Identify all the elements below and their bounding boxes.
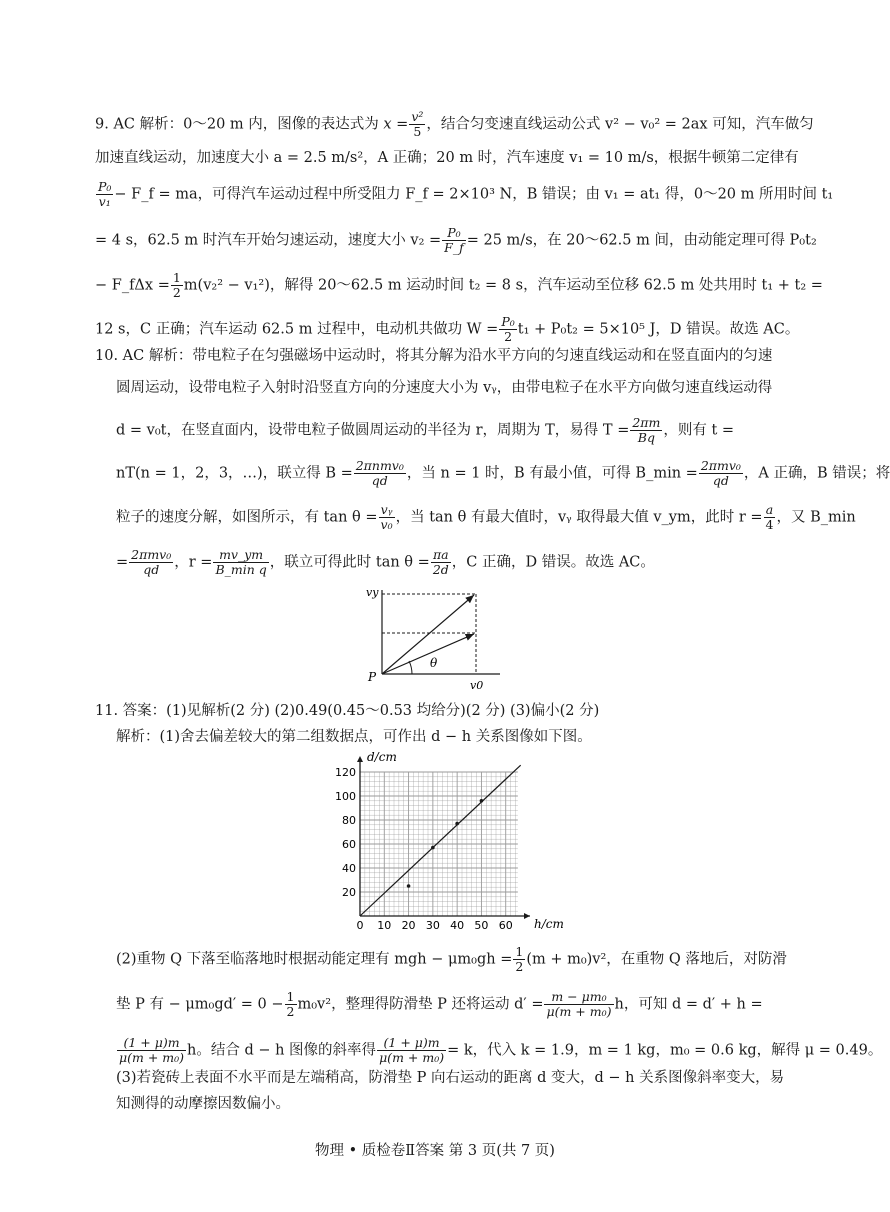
y-tick-label: 80 [342,814,356,827]
vy-label: vy [366,586,379,599]
q10-line-4: nT(n = 1，2，3，…)，联立得 B = $\frac{\text{2πnmv₀}}{qd}$ ，当 n = 1 时，B 有最小值，可得 B_min = $\frac{\text{2πmv₀}}{qd}$ ，A 正确，B 错误；将 [116,458,890,488]
x-tick-label: 40 [450,919,465,932]
y-tick-label: 100 [335,790,356,803]
y-axis-label: d/cm [367,750,397,764]
q10-line-6: = $\frac{\text{2πmv₀}}{qd}$ ，r = $\frac{mv\_ym}{\text{B\_min q}}$ ，联立可得此时 tan θ = $\frac{\pi a}{2d}$ ，C 正确，D 错误。故选 AC。 [116,547,655,577]
x-tick-label: 50 [474,919,489,932]
x-tick-label: 30 [425,919,440,932]
q11-p3-line-1: (3)若瓷砖上表面不水平而是左端稍高，防滑垫 P 向右运动的距离 d 变大，d − h 关系图像斜率变大，易 [116,1070,785,1086]
q11-p2-line-3: $\frac{(1 + \mu)m}{\text{μ(m + m₀)}}$ h。结合 d − h 图像的斜率得 $\frac{(1 + \mu)m}{\text{μ(m + m₀)}}$ = k，代入 k = 1.9，m = 1 kg，m₀ = 0.6 kg，解得 μ = 0.49。 [119,1035,883,1065]
q10-line-1: 10. AC 解析：带电粒子在匀强磁场中运动时，将其分解为沿水平方向的匀速直线运动和在竖直面内的匀速 [95,348,773,364]
velocity-arrow-upper [382,595,474,674]
y-tick-label: 40 [342,862,356,875]
q10-line-2: 圆周运动，设带电粒子入射时沿竖直方向的分速度大小为 vᵧ，由带电粒子在水平方向做匀速直线运动得 [116,380,773,396]
q10-line-5: 粒子的速度分解，如图所示，有 tan θ = $\frac{\text{vᵧ}}{\text{v₀}}$ ，当 tan θ 有最大值时，vᵧ 取得最大值 v_ym，此时 r = $\frac{a}{4}$ ，又 B_min [116,502,856,532]
q9-line-2: 加速直线运动，加速度大小 a = 2.5 m/s²，A 正确；20 m 时，汽车速度 v₁ = 10 m/s，根据牛顿第二定律有 [95,150,799,166]
y-tick-label: 60 [342,838,356,851]
x-axis-label: h/cm [534,917,564,931]
tick-labels [335,766,513,932]
q11-analysis: 解析：(1)舍去偏差较大的第二组数据点，可作出 d − h 关系图像如下图。 [116,729,592,745]
theta-label: θ [430,656,438,670]
x-tick-label: 60 [498,919,513,932]
q11-p3-line-2: 知测得的动摩擦因数偏小。 [116,1096,290,1112]
q9-line-6: 12 s，C 正确；汽车运动 62.5 m 过程中，电动机共做功 W = $\frac{\text{P₀}}{2}$ t₁ + P₀t₂ = 5×10⁵ J，D 错误。故选 AC。 [95,314,800,344]
y-tick-label: 20 [342,886,356,899]
data-point [431,846,435,850]
theta-arc [409,661,412,674]
velocity-decomposition-figure [360,582,510,692]
q9-line-3: $\frac{\text{P₀}}{\text{v₁}}$ − F_f = ma，可得汽车运动过程中所受阻力 F_f = 2×10³ N，B 错误；由 v₁ = at₁ 得，0～20 m 所用时间 t₁ [98,179,834,209]
q11-p2-line-2: 垫 P 有 − μm₀gd′ = 0 − $\frac{1}{2}$ m₀v²，整理得防滑垫 P 还将运动 d′ = $\frac{\text{m − μm₀}}{\text{μ(m + m₀)}}$ h，可知 d = d′ + h = [116,989,763,1019]
velocity-arrow-lower [382,634,474,674]
page-footer: 物理 • 质检卷Ⅱ答案 第 3 页(共 7 页) [315,1143,555,1159]
q9-line-5: − F_fΔx = $\frac{1}{2}$ m(v₂² − v₁²)，解得 20～62.5 m 运动时间 t₂ = 8 s，汽车运动至位移 62.5 m 处共用时 t₁ + t₂ = [95,270,823,300]
q9-line-4: = 4 s，62.5 m 时汽车开始匀速运动，速度大小 v₂ = $\frac{\text{P₀}}{F\_f}$ = 25 m/s，在 20～62.5 m 间，由动能定理可得 P₀t₂ [95,225,817,255]
data-point [455,822,459,826]
x-tick-label: 20 [401,919,416,932]
x-tick-label: 0 [356,919,364,932]
x-axis-arrow [524,913,530,919]
y-tick-label: 120 [335,766,356,779]
data-point [480,799,484,803]
v0-label: v0 [470,679,484,692]
d-h-graph [330,750,564,934]
q9-line-1: 9. AC 解析：0～20 m 内，图像的表达式为 x = $\frac{\text{v²}}{5}$ ，结合匀变速直线运动公式 v² − v₀² = 2ax 可知，汽车做匀 [95,109,814,139]
y-axis-arrow [357,756,363,762]
x-tick-label: 10 [377,919,392,932]
q11-answer: 11. 答案：(1)见解析(2 分) (2)0.49(0.45～0.53 均给分)(2 分) (3)偏小(2 分) [95,703,600,719]
q10-line-3: d = v₀t，在竖直面内，设带电粒子做圆周运动的半径为 r，周期为 T，易得 T = $\frac{2\pi m}{Bq}$ ，则有 t = [116,415,735,445]
q11-p2-line-1: (2)重物 Q 下落至临落地时根据动能定理有 mgh − μm₀gh = $\frac{1}{2}$ (m + m₀)v²，在重物 Q 落地后，对防滑 [116,944,787,974]
p-label: P [368,670,377,684]
data-point [407,884,411,888]
